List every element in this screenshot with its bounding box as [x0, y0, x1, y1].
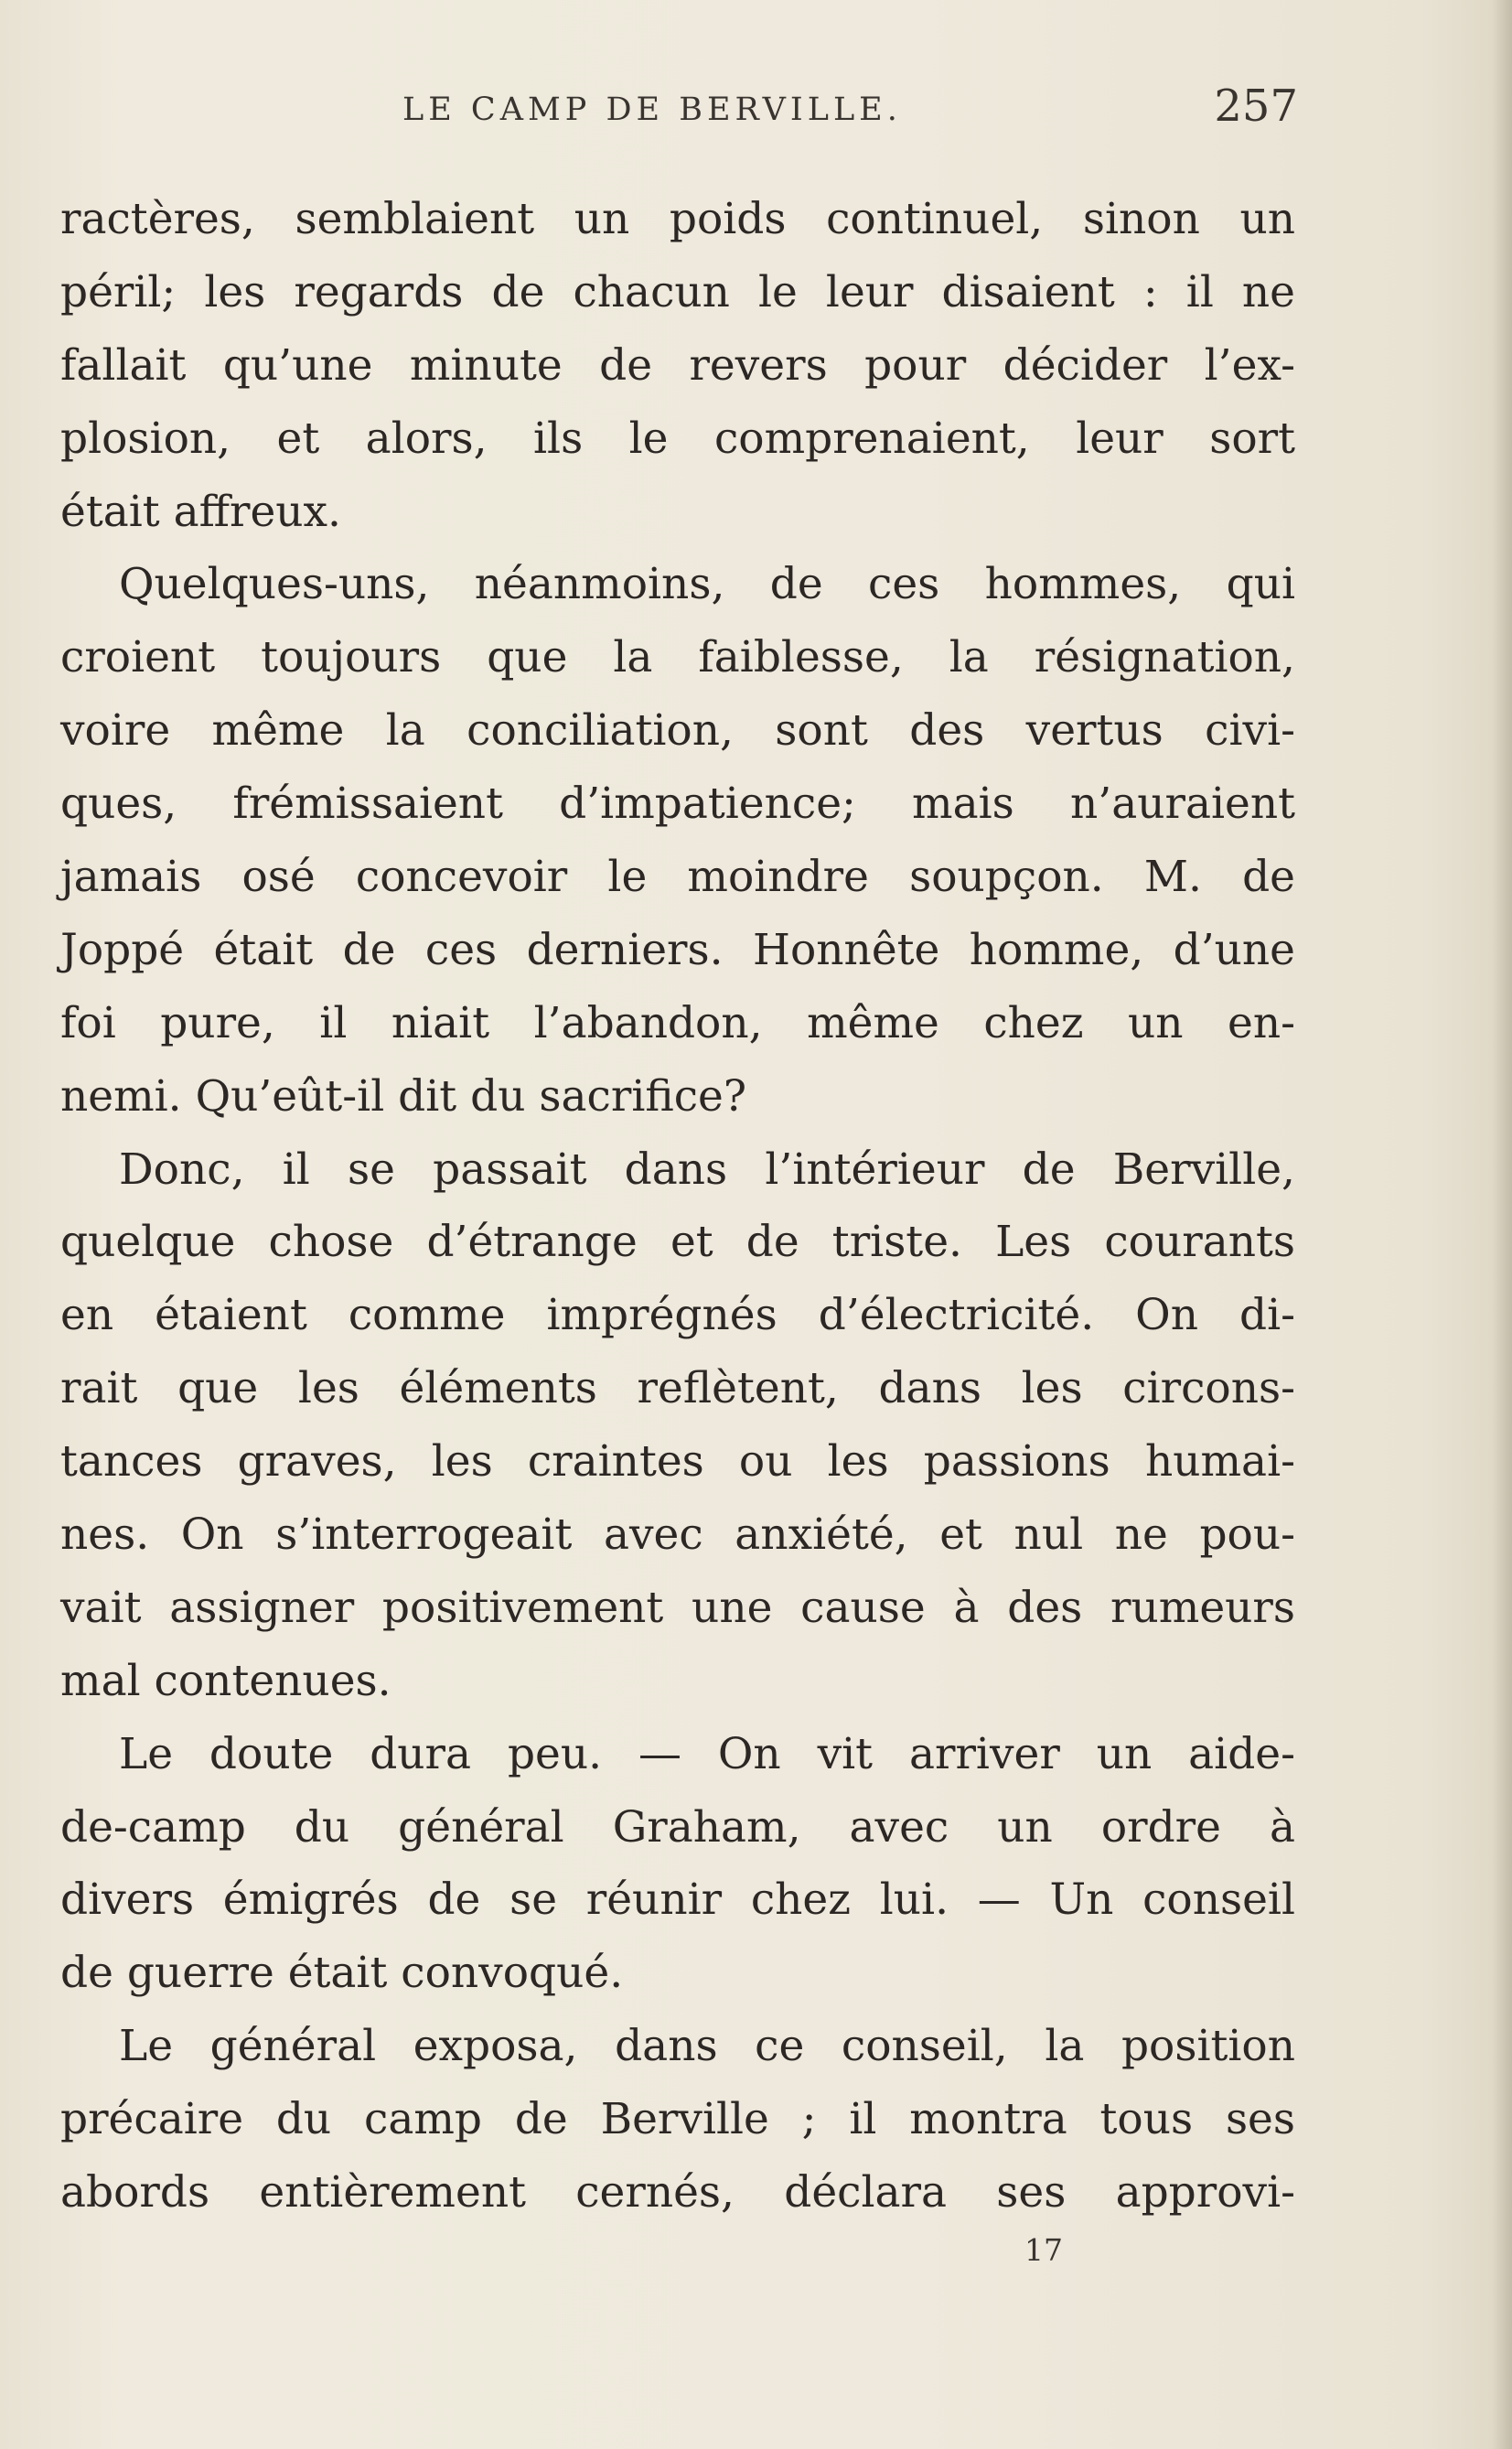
text-line: Le doute dura peu. — On vit arriver un aide- [119, 1728, 1295, 1779]
text-line: abords entièrement cernés, déclara ses approvi- [60, 2167, 1295, 2218]
text-line: croient toujours que la faiblesse, la résignation, [60, 632, 1295, 683]
text-line: fallait qu’une minute de revers pour décider l’ex- [60, 339, 1295, 391]
page-edge-shadow [1492, 0, 1512, 2449]
signature-mark: 17 [1024, 2232, 1063, 2268]
text-line: Quelques-uns, néanmoins, de ces hommes, qui [119, 559, 1295, 610]
text-line: voire même la conciliation, sont des vertus civi- [60, 705, 1295, 757]
text-line: quelque chose d’étrange et de triste. Les courants [60, 1217, 1295, 1268]
text-line: de-camp du général Graham, avec un ordre à [60, 1801, 1295, 1853]
text-line: Donc, il se passait dans l’intérieur de Berville, [119, 1144, 1295, 1195]
page-number: 257 [1214, 81, 1298, 132]
text-line: mal contenues. [60, 1655, 391, 1706]
text-line: rait que les éléments reflètent, dans les circons- [60, 1363, 1295, 1414]
text-line: jamais osé concevoir le moindre soupçon. M. de [60, 852, 1295, 903]
text-line: péril; les regards de chacun le leur disaient : il ne [60, 266, 1295, 317]
text-line: plosion, et alors, ils le comprenaient, leur sort [60, 413, 1295, 464]
text-line: nemi. Qu’eût-il dit du sacrifice? [60, 1070, 747, 1122]
text-line: ractères, semblaient un poids continuel, sinon un [60, 194, 1295, 244]
running-title: LE CAMP DE BERVILLE. [402, 91, 902, 128]
text-line: de guerre était convoqué. [60, 1948, 624, 1999]
text-line: divers émigrés de se réunir chez lui. — Un conseil [60, 1874, 1295, 1926]
text-line: Joppé était de ces derniers. Honnête homme, d’une [60, 924, 1295, 975]
text-line: nes. On s’interrogeait avec anxiété, et nul ne pou- [60, 1509, 1295, 1561]
text-line: tances graves, les craintes ou les passions humai- [60, 1436, 1295, 1488]
body-text [60, 183, 1295, 2229]
text-line: foi pure, il niait l’abandon, même chez un en- [60, 997, 1295, 1048]
text-line: Le général exposa, dans ce conseil, la position [119, 2021, 1295, 2072]
text-line: en étaient comme imprégnés d’électricité. On di- [60, 1290, 1295, 1341]
text-line: précaire du camp de Berville ; il montra tous ses [60, 2094, 1295, 2145]
text-line: ques, frémissaient d’impatience; mais n’auraient [60, 779, 1295, 830]
text-line: était affreux. [60, 486, 341, 537]
text-line: vait assigner positivement une cause à des rumeurs [60, 1582, 1295, 1633]
